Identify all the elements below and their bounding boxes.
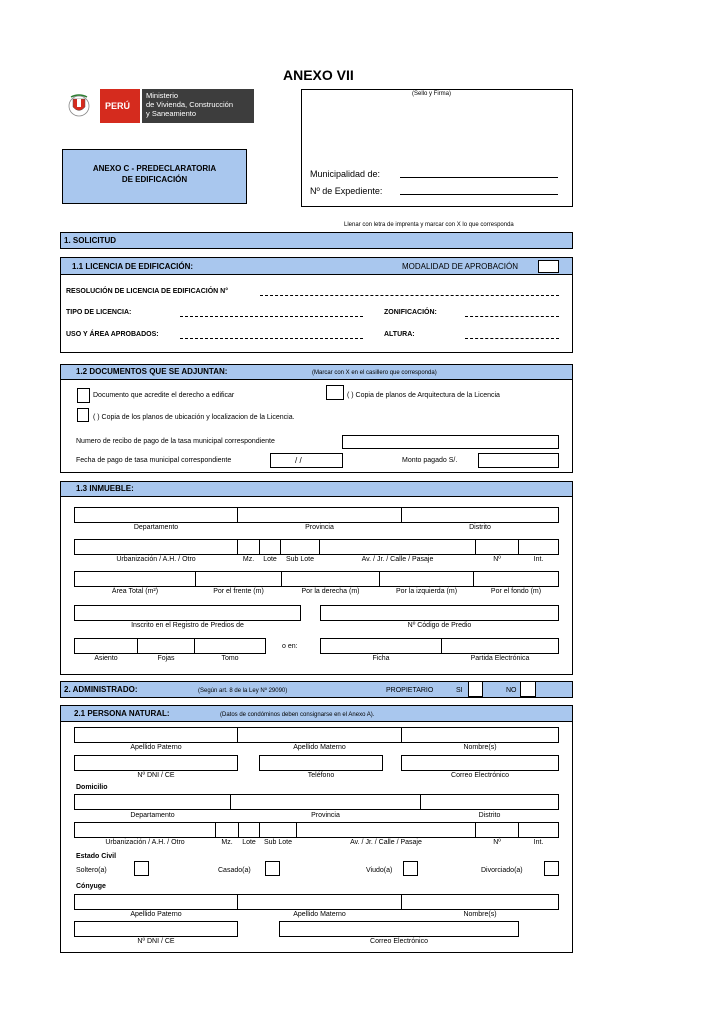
area-total-label: Área Total (m²) <box>111 588 159 595</box>
domicilio-urbanizacion-field[interactable] <box>74 822 216 838</box>
registro-predios-label: Inscrito en el Registro de Predios de <box>131 622 244 629</box>
derecha-field[interactable] <box>281 571 380 587</box>
viudo-checkbox[interactable] <box>403 861 418 876</box>
inmueble-int-label: Int. <box>533 556 544 563</box>
recibo-label: Numero de recibo de pago de la tasa municipal correspondiente <box>76 438 275 445</box>
inmueble-urbanizacion-label: Urbanización / A.H. / Otro <box>116 556 196 563</box>
section-1-header <box>60 232 573 249</box>
modalidad-label: MODALIDAD DE APROBACIÓN <box>402 262 519 271</box>
logo-country: PERÚ <box>105 101 131 111</box>
apellido-materno-label: Apellido Materno <box>293 744 346 751</box>
fondo-label: Por el fondo (m) <box>490 588 542 595</box>
fecha-pago-field[interactable] <box>270 453 343 468</box>
telefono-field[interactable] <box>259 755 383 771</box>
inmueble-departamento-field[interactable] <box>74 507 238 523</box>
asiento-label: Asiento <box>94 655 118 662</box>
fondo-field[interactable] <box>473 571 559 587</box>
monto-label: Monto pagado S/. <box>402 457 458 464</box>
divorciado-checkbox[interactable] <box>544 861 559 876</box>
casado-label: Casado(a) <box>218 867 251 874</box>
ficha-field[interactable] <box>320 638 442 654</box>
ministry-band <box>142 89 254 123</box>
correo-label: Correo Electrónico <box>451 772 509 779</box>
domicilio-mz-field[interactable] <box>215 822 239 838</box>
domicilio-sublote-field[interactable] <box>259 822 297 838</box>
conyuge-label: Cónyuge <box>76 883 106 890</box>
fojas-field[interactable] <box>137 638 195 654</box>
conyuge-nombres-label: Nombre(s) <box>463 911 497 918</box>
inmueble-distrito-field[interactable] <box>401 507 559 523</box>
instruction-text: Llenar con letra de imprenta y marcar con X lo que corresponda <box>344 222 514 228</box>
ministry-logo <box>66 89 256 123</box>
partida-label: Partida Electrónica <box>470 655 530 662</box>
inmueble-nro-label: Nº <box>493 556 501 563</box>
domicilio-int-field[interactable] <box>518 822 559 838</box>
frente-label: Por el frente (m) <box>213 588 264 595</box>
altura-label: ALTURA: <box>384 331 415 338</box>
section-1-2-note: (Marcar con X en el casillero que corresponda) <box>312 370 437 376</box>
derecha-label: Por la derecha (m) <box>301 588 360 595</box>
expediente-label: Nº de Expediente: <box>310 186 383 196</box>
section-2-1-note: (Datos de condóminos deben consignarse en el Anexo A). <box>220 712 375 718</box>
coat-of-arms-icon <box>66 92 92 118</box>
ficha-label: Ficha <box>372 655 390 662</box>
domicilio-departamento-label: Departamento <box>130 812 175 819</box>
tomo-label: Tomo <box>221 655 239 662</box>
domicilio-int-label: Int. <box>533 839 544 846</box>
zonificacion-label: ZONIFICACIÓN: <box>384 309 437 316</box>
doc1-label: Documento que acredite el derecho a edificar <box>93 392 235 399</box>
fojas-label: Fojas <box>157 655 175 662</box>
domicilio-nro-label: Nº <box>493 839 501 846</box>
dni-field[interactable] <box>74 755 238 771</box>
municipalidad-field[interactable] <box>400 177 558 178</box>
logo-ministry-line2: de Vivienda, Construcción <box>146 100 233 109</box>
inmueble-urbanizacion-field[interactable] <box>74 539 238 555</box>
section-1-1-title: 1.1 LICENCIA DE EDIFICACIÓN: <box>72 262 194 271</box>
zonificacion-field[interactable] <box>465 316 559 317</box>
apellido-paterno-label: Apellido Paterno <box>130 744 182 751</box>
asiento-field[interactable] <box>74 638 138 654</box>
domicilio-provincia-label: Provincia <box>311 812 340 819</box>
dni-label: Nº DNI / CE <box>137 772 175 779</box>
municipalidad-label: Municipalidad de: <box>310 169 381 179</box>
viudo-label: Viudo(a) <box>366 867 393 874</box>
inmueble-provincia-label: Provincia <box>305 524 334 531</box>
domicilio-distrito-label: Distrito <box>478 812 501 819</box>
domicilio-distrito-field[interactable] <box>420 794 559 810</box>
page-title: ANEXO VII <box>283 67 354 83</box>
divorciado-label: Divorciado(a) <box>481 867 523 874</box>
modalidad-checkbox[interactable] <box>538 260 559 273</box>
peru-band <box>100 89 140 123</box>
section-2-1-title: 2.1 PERSONA NATURAL: <box>74 709 170 718</box>
doc3-checkbox[interactable] <box>77 408 89 422</box>
domicilio-av-field[interactable] <box>296 822 476 838</box>
expediente-field[interactable] <box>400 194 558 195</box>
section-1-3-title: 1.3 INMUEBLE: <box>76 484 134 493</box>
conyuge-apellido-materno-label: Apellido Materno <box>293 911 346 918</box>
inmueble-int-field[interactable] <box>518 539 559 555</box>
inmueble-mz-label: Mz. <box>242 556 255 563</box>
inmueble-av-field[interactable] <box>319 539 476 555</box>
inmueble-sublote-label: Sub Lote <box>285 556 315 563</box>
telefono-label: Teléfono <box>307 772 335 779</box>
tomo-field[interactable] <box>194 638 266 654</box>
soltero-checkbox[interactable] <box>134 861 149 876</box>
conyuge-dni-label: Nº DNI / CE <box>137 938 175 945</box>
resolucion-field[interactable] <box>260 295 559 296</box>
registro-predios-field[interactable] <box>74 605 301 621</box>
logo-ministry-line1: Ministerio <box>146 91 179 100</box>
monto-field[interactable] <box>478 453 559 468</box>
izquierda-field[interactable] <box>379 571 474 587</box>
codigo-predio-label: Nº Código de Predio <box>407 622 472 629</box>
doc1-checkbox[interactable] <box>77 388 90 403</box>
conyuge-dni-field[interactable] <box>74 921 238 937</box>
tipo-licencia-label: TIPO DE LICENCIA: <box>66 309 132 316</box>
soltero-label: Soltero(a) <box>76 867 107 874</box>
annex-c-subtitle: DE EDIFICACIÓN <box>121 175 188 184</box>
conyuge-correo-label: Correo Electrónico <box>370 938 428 945</box>
altura-field[interactable] <box>465 338 559 339</box>
logo-ministry-line3: y Saneamiento <box>146 109 197 118</box>
propietario-no-checkbox[interactable] <box>520 681 536 697</box>
inmueble-lote-field[interactable] <box>259 539 281 555</box>
inmueble-departamento-label: Departamento <box>133 524 179 531</box>
partida-field[interactable] <box>441 638 559 654</box>
propietario-no-label: NO <box>506 687 517 694</box>
inmueble-distrito-label: Distrito <box>469 524 491 531</box>
inmueble-nro-field[interactable] <box>475 539 519 555</box>
propietario-si-checkbox[interactable] <box>468 681 483 697</box>
section-2-title: 2. ADMINISTRADO: <box>64 685 138 694</box>
section-1-2-title: 1.2 DOCUMENTOS QUE SE ADJUNTAN: <box>76 367 228 376</box>
inmueble-av-label: Av. / Jr. / Calle / Pasaje <box>361 556 434 563</box>
apellido-paterno-field[interactable] <box>74 727 238 743</box>
domicilio-departamento-field[interactable] <box>74 794 231 810</box>
conyuge-apellido-materno-field[interactable] <box>237 894 402 910</box>
doc2-label: ( ) Copia de planos de Arquitectura de la Licencia <box>347 392 500 399</box>
izquierda-label: Por la izquierda (m) <box>395 588 458 595</box>
fecha-pago-value: / / <box>295 456 302 465</box>
domicilio-sublote-label: Sub Lote <box>263 839 293 846</box>
section-2-note: (Según art. 8 de la Ley Nº 29090) <box>198 688 288 694</box>
inmueble-provincia-field[interactable] <box>237 507 402 523</box>
domicilio-lote-label: Lote <box>242 839 256 846</box>
domicilio-mz-label: Mz. <box>221 839 233 846</box>
propietario-label: PROPIETARIO <box>386 687 434 694</box>
doc2-checkbox[interactable] <box>326 385 344 400</box>
domicilio-urbanizacion-label: Urbanización / A.H. / Otro <box>105 839 185 846</box>
correo-field[interactable] <box>401 755 559 771</box>
estado-civil-label: Estado Civil <box>76 853 117 860</box>
area-total-field[interactable] <box>74 571 196 587</box>
annex-c-title: ANEXO C - PREDECLARATORIA <box>92 164 217 173</box>
o-en-label: o en: <box>282 643 298 650</box>
section-1-title: 1. SOLICITUD <box>64 236 117 245</box>
nombres-label: Nombre(s) <box>463 744 497 751</box>
domicilio-lote-field[interactable] <box>238 822 260 838</box>
domicilio-nro-field[interactable] <box>475 822 519 838</box>
apellido-materno-field[interactable] <box>237 727 402 743</box>
conyuge-correo-field[interactable] <box>279 921 519 937</box>
domicilio-av-label: Av. / Jr. / Calle / Pasaje <box>350 839 422 846</box>
nombres-field[interactable] <box>401 727 559 743</box>
inmueble-mz-field[interactable] <box>237 539 260 555</box>
uso-area-field[interactable] <box>180 338 363 339</box>
frente-field[interactable] <box>195 571 282 587</box>
conyuge-apellido-paterno-label: Apellido Paterno <box>130 911 182 918</box>
doc3-label: ( ) Copia de los planos de ubicación y localizacion de la Licencia. <box>93 414 295 421</box>
fecha-pago-label: Fecha de pago de tasa municipal correspondiente <box>76 457 232 464</box>
seal-label: (Sello y Firma) <box>412 91 452 97</box>
tipo-licencia-field[interactable] <box>180 316 363 317</box>
conyuge-nombres-field[interactable] <box>401 894 559 910</box>
uso-area-label: USO Y ÁREA APROBADOS: <box>66 331 159 338</box>
casado-checkbox[interactable] <box>265 861 280 876</box>
codigo-predio-field[interactable] <box>320 605 559 621</box>
domicilio-provincia-field[interactable] <box>230 794 421 810</box>
domicilio-label: Domicilio <box>76 784 108 791</box>
inmueble-lote-label: Lote <box>263 556 277 563</box>
resolucion-label: RESOLUCIÓN DE LICENCIA DE EDIFICACIÓN N° <box>66 288 228 295</box>
recibo-field[interactable] <box>342 435 559 449</box>
conyuge-apellido-paterno-field[interactable] <box>74 894 238 910</box>
inmueble-sublote-field[interactable] <box>280 539 320 555</box>
propietario-si-label: SI <box>456 687 463 694</box>
section-1-3-header <box>60 481 573 497</box>
